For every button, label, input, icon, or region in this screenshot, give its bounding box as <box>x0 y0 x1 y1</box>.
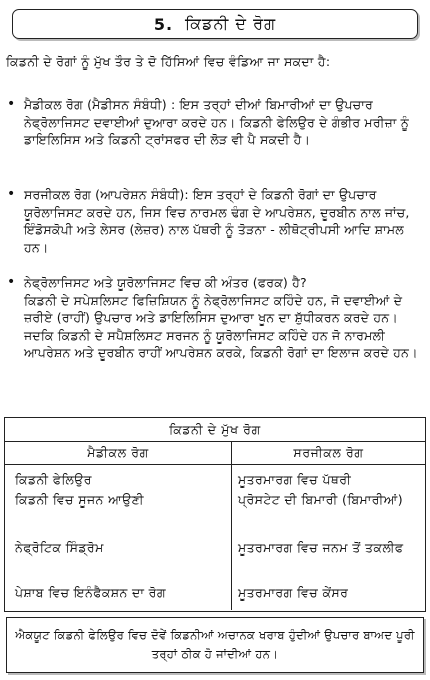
column-header-surgical: ਸਰਜੀਕਲ ਰੋਗ <box>293 445 364 460</box>
bullet-surgical-text: ਸਰਜੀਕਲ ਰੋਗ (ਆਪਰੇਸ਼ਨ ਸੰਬੰਧੀ): ਇਸ ਤਰ੍ਹਾਂ ਦੇ ਕਿਡਨੀ ਰੋਗਾਂ ਦਾ ਉਪਚਾਰ ਯੂਰੋਲਾਜਿਸਟ ਕਰਦੇ ਹਨ, ਜਿਸ ਵਿਚ ਨਾਰਮਲ ਢੰਗ ਦੇ ਆਪਰੇਸ਼ਨ, ਦੂਰਬੀਨ ਨਾਲ ਜਾਂਚ, ਇੰਡੋਸਕੋਪੀ ਅਤੇ ਲੇਸਰ (ਲੇਜ਼ਰ) ਨਾਲ ਪੱਥਰੀ ਨੂੰ ਤੋੜਨਾ - ਲੀਥੋਟ੍ਰੀਪਸੀ ਆਦਿ ਸ਼ਾਮਲ ਹਨ। <box>24 187 410 255</box>
chapter-title <box>12 9 418 39</box>
note-text: ਐਕਯੂਟ ਕਿਡਨੀ ਫੇਲਿਉਰ ਵਿਚ ਦੋਵੇਂ ਕਿਡਨੀਆਂ ਅਚਾਨਕ ਖਰਾਬ ਹੁੰਦੀਆਂ ਉਪਚਾਰ ਬਾਅਦ ਪੂਰੀ ਤਰ੍ਹਾਂ ਠੀਕ ਹੋ ਜਾਂਦੀਆਂ ਹਨ। <box>15 628 415 661</box>
bullet-dot-icon: • <box>7 186 16 202</box>
surgical-column <box>232 465 425 610</box>
table-cell: ਕਿਡਨੀ ਵਿਚ ਸੂਜਨ ਆਉਣੀ <box>15 492 144 507</box>
chapter-title-text: ਕਿਡਨੀ ਦੇ ਰੋਗ <box>185 14 277 33</box>
note-box <box>6 617 424 673</box>
chapter-number: 5. <box>153 14 174 34</box>
bullet-dot-icon: • <box>7 274 16 290</box>
bullet-dot-icon: • <box>7 96 16 112</box>
table-cell: ਨੇਫ੍ਰੋਟਿਕ ਸਿੰਡ੍ਰੋਮ <box>15 540 104 555</box>
intro-paragraph: ਕਿਡਨੀ ਦੇ ਰੋਗਾਂ ਨੂੰ ਮੁੱਖ ਤੌਰ ਤੇ ਦੋ ਹਿੱਸਿਆਂ ਵਿਚ ਵੰਡਿਆ ਜਾ ਸਕਦਾ ਹੈ: <box>6 54 331 69</box>
bullet-medical-text: ਮੈਡੀਕਲ ਰੋਗ (ਮੈਡੀਸਨ ਸੰਬੰਧੀ) : ਇਸ ਤਰ੍ਹਾਂ ਦੀਆਂ ਬਿਮਾਰੀਆਂ ਦਾ ਉਪਚਾਰ ਨੇਫ੍ਰੋਲਾਜਿਸਟ ਦਵਾਈਆਂ ਦੁਆਰਾ ਕਰਦੇ ਹਨ। ਕਿਡਨੀ ਫੇਲਿਉਰ ਦੇ ਗੰਭੀਰ ਮਰੀਜ਼ਾ ਨੂੰ ਡਾਇਲਿਸਿਸ ਅਤੇ ਕਿਡਨੀ ਟ੍ਰਾਂਸਫਰ ਦੀ ਲੋੜ ਵੀ ਪੈ ਸਕਦੀ ਹੈ। <box>24 97 409 148</box>
table-cell: ਮੂਤਰਮਾਰਗ ਵਿਚ ਪੱਥਰੀ <box>238 472 352 487</box>
bullet-surgical <box>6 186 424 274</box>
medical-column <box>5 465 232 610</box>
bullet-medical <box>6 96 424 186</box>
difference-question: ਨੇਫ੍ਰੋਲਾਜਿਸਟ ਅਤੇ ਯੂਰੋਲਾਜਿਸਟ ਵਿਚ ਕੀ ਅੰਤਰ (ਫਰਕ) ਹੈ? <box>24 275 307 290</box>
table-title: ਕਿਡਨੀ ਦੇ ਮੁੱਖ ਰੋਗ <box>5 418 425 442</box>
bullet-difference <box>6 274 424 424</box>
table-cell: ਮੂਤਰਮਾਰਗ ਵਿਚ ਕੇਂਸਰ <box>238 585 349 600</box>
table-cell: ਮੂਤਰਮਾਰਗ ਵਿਚ ਜਨਮ ਤੋਂ ਤਕਲੀਫ <box>238 540 404 555</box>
table-header-row <box>5 442 425 465</box>
disease-table <box>4 417 426 612</box>
column-header-medical: ਮੈਡੀਕਲ ਰੋਗ <box>5 442 232 464</box>
table-cell: ਪੇਸ਼ਾਬ ਵਿਚ ਇਨੰਫੈਕਸ਼ਨ ਦਾ ਰੋਗ <box>15 585 166 600</box>
table-cell: ਪ੍ਰੋਸਟੇਟ ਦੀ ਬਿਮਾਰੀ (ਬਿਮਾਰੀਆਂ) <box>238 492 403 507</box>
table-cell: ਕਿਡਨੀ ਫੇਲਿਉਰ <box>15 472 92 487</box>
difference-answer: ਕਿਡਨੀ ਦੇ ਸਪੇਸ਼ਲਿਸਟ ਫਿਜ਼ਿਸ਼ਿਯਨ ਨੂੰ ਨੇਫ੍ਰੋਲਾਜਿਸਟ ਕਹਿੰਦੇ ਹਨ, ਜੋ ਦਵਾਈਆਂ ਦੇ ਜ਼ਰੀਏ (ਰਾਹੀਂ) ਉਪਚਾਰ ਅਤੇ ਡਾਇਲਿਸਿਸ ਦੁਆਰਾ ਖੂਨ ਦਾ ਸ਼ੁੱਧੀਕਰਨ ਕਰਦੇ ਹਨ। ਜਦਕਿ ਕਿਡਨੀ ਦੇ ਸਪੈਸ਼ਲਿਸਟ ਸਰਜਨ ਨੂੰ ਯੂਰੋਲਾਜਿਸਟ ਕਹਿੰਦੇ ਹਨ ਜੋ ਨਾਰਮਲੀ ਆਪਰੇਸ਼ਨ ਅਤੇ ਦੂਰਬੀਨ ਰਾਹੀਂ ਆਪਰੇਸ਼ਨ ਕਰਕੇ, ਕਿਡਨੀ ਰੋਗਾਂ ਦਾ ਇਲਾਜ ਕਰਦੇ ਹਨ। <box>24 292 418 361</box>
bullet-list <box>6 96 424 424</box>
table-body <box>5 465 425 610</box>
